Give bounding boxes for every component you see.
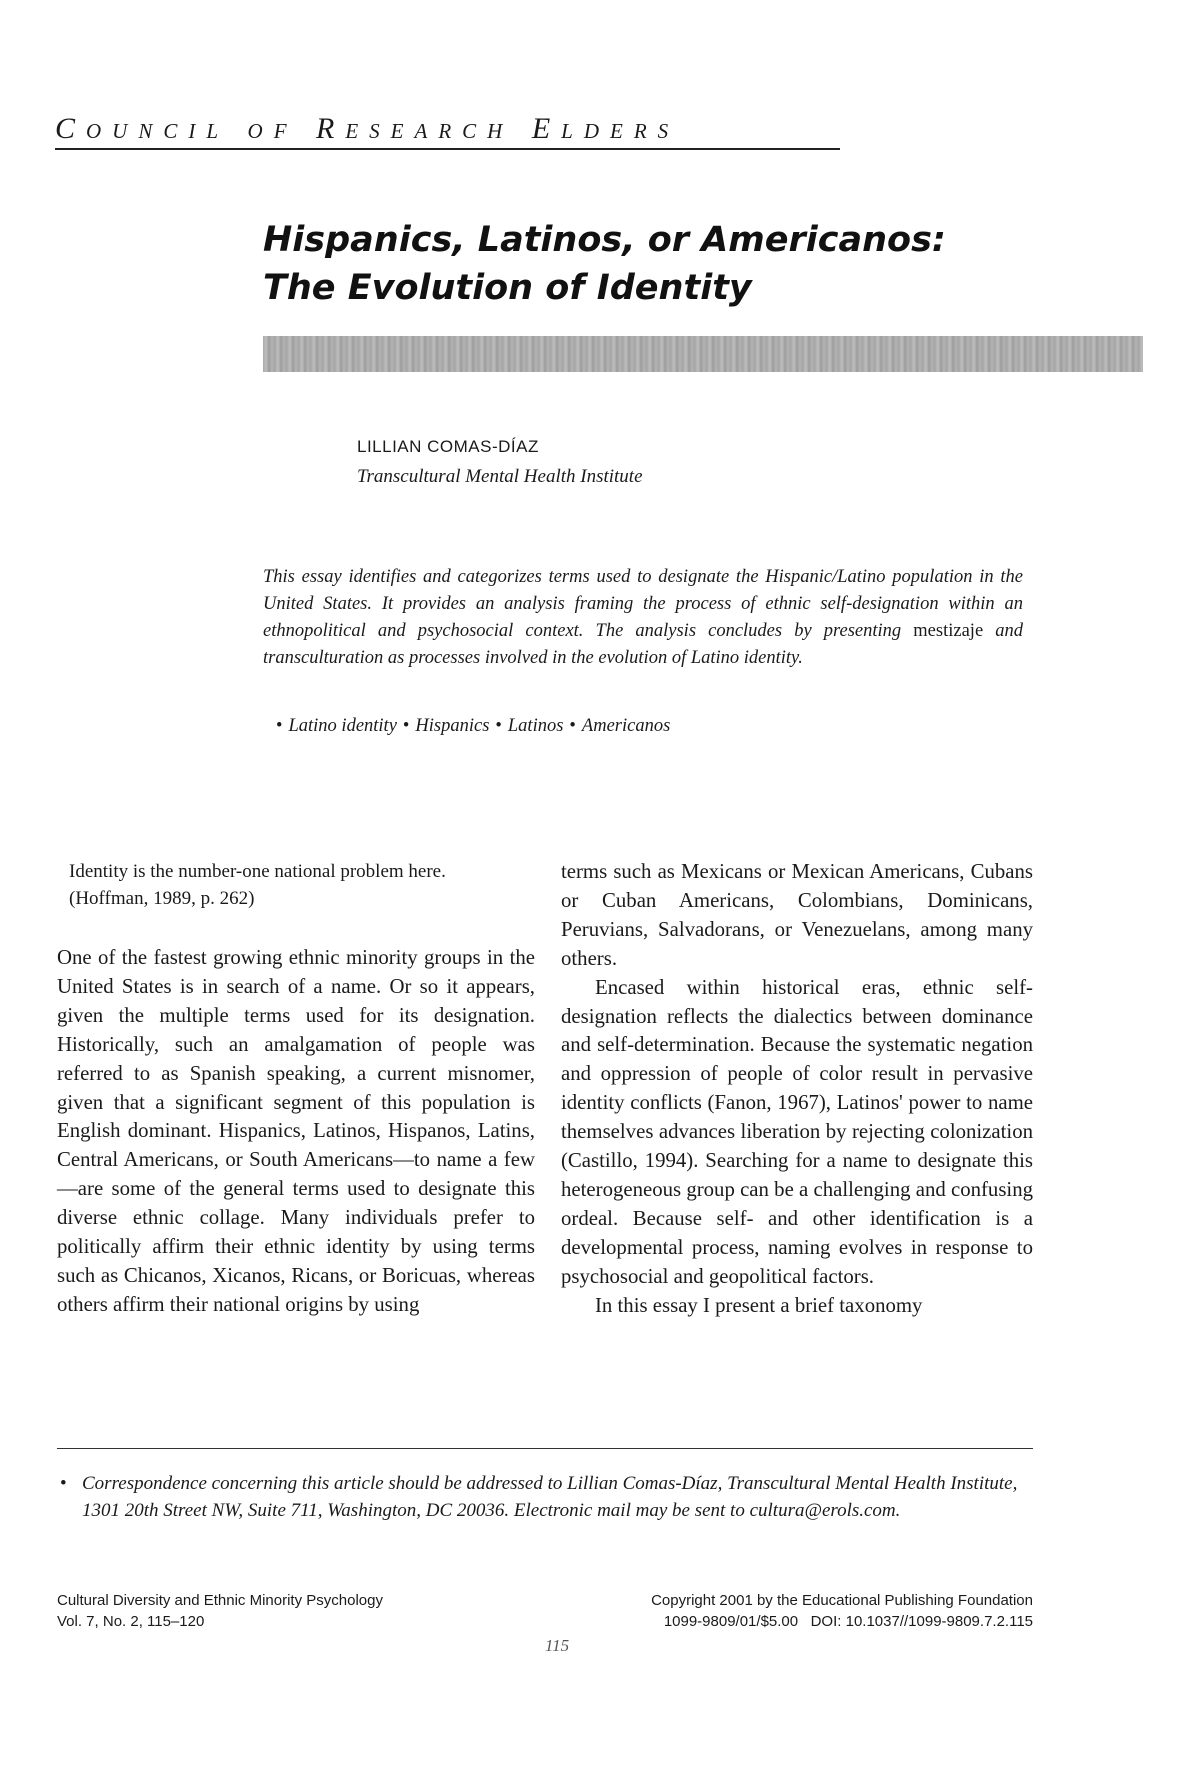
header-rule — [55, 148, 840, 150]
journal-name: Cultural Diversity and Ethnic Minority Psychology — [57, 1592, 383, 1609]
abstract-text-2: and transculturation as processes involved in the evolution of Latino identity. — [263, 621, 1024, 668]
author-name: LILLIAN COMAS-DÍAZ — [357, 437, 539, 456]
author-affiliation: Transcultural Mental Health Institute — [357, 466, 643, 487]
footnote-bullet: • — [60, 1473, 67, 1494]
keyword: Hispanics — [415, 716, 490, 736]
abstract — [263, 564, 1023, 672]
keywords — [270, 716, 1030, 737]
page-number: 115 — [544, 1636, 570, 1655]
body-column-right — [561, 858, 1033, 1321]
keyword: Americanos — [581, 716, 671, 736]
body-column-left — [57, 944, 535, 1320]
journal-info — [57, 1590, 383, 1632]
copyright-line: Copyright 2001 by the Educational Publishing Foundation — [651, 1592, 1033, 1609]
journal-volume: Vol. 7, No. 2, 115–120 — [57, 1613, 205, 1630]
keyword-bullet: • — [495, 716, 502, 736]
keyword-bullet: • — [569, 716, 576, 736]
copyright-info — [560, 1590, 1033, 1632]
article-title — [263, 216, 1143, 312]
series-header: Council of Research Elders — [55, 112, 680, 145]
footnote-text: Correspondence concerning this article should be addressed to Lillian Comas-Díaz, Transcultural Mental Health Institute, 1301 20th Street NW, Suite 711, Washington, DC 20036. Electronic mail may be sent to cultura@erols.com. — [82, 1473, 1018, 1521]
title-line-2: The Evolution of Identity — [263, 268, 752, 308]
title-line-1: Hispanics, Latinos, or Americanos: — [263, 220, 946, 260]
keyword-bullet: • — [276, 716, 283, 736]
body-paragraph: terms such as Mexicans or Mexican Americans, Cubans or Cuban Americans, Colombians, Dominicans, Peruvians, Salvadorans, or Venezuelans, among many others. — [561, 860, 1033, 970]
footnote-rule — [57, 1448, 1033, 1449]
abstract-term: mestizaje — [913, 621, 984, 641]
abstract-text-1: This essay identifies and categorizes terms used to designate the Hispanic/Latino population in the United States. It provides an analysis framing the process of ethnic self-designation within an ethnopolitical and psychosocial context. The analysis concludes by presenting — [263, 567, 1023, 641]
keyword: Latinos — [507, 716, 564, 736]
doi-line: 1099-9809/01/$5.00 DOI: 10.1037//1099-9809.7.2.115 — [663, 1613, 1033, 1630]
keyword: Latino identity — [288, 716, 397, 736]
keyword-bullet: • — [402, 716, 410, 736]
epigraph-quote: Identity is the number-one national problem here. — [69, 861, 446, 882]
body-paragraph: Encased within historical eras, ethnic self-designation reflects the dialectics between dominance and self-determination. Because the systematic negation and oppression of people of color result in pervasive identity conflicts (Fanon, 1967), Latinos' power to name themselves advances liberation by rejecting colonization (Castillo, 1994). Searching for a name to designate this heterogeneous group can be a challenging and confusing ordeal. Because self- and other identification is a developmental process, naming evolves in response to psychosocial and geopolitical factors. — [561, 975, 1033, 1288]
body-paragraph: One of the fastest growing ethnic minority groups in the United States is in search of a name. Or so it appears, given the multiple terms used for its designation. Historically, such an amalgamation of people was referred to as Spanish speaking, a current misnomer, given that a significant segment of this population is English dominant. Hispanics, Latinos, Hispanos, Latins, Central Americans, or South Americans—to name a few—are some of the general terms used to designate this diverse ethnic collage. Many individuals prefer to politically affirm their ethnic identity by using terms such as Chicanos, Xicanos, Ricans, or Boricuas, whereas others affirm their national origins by using — [57, 946, 535, 1316]
epigraph — [69, 858, 545, 912]
correspondence-footnote — [60, 1470, 1030, 1524]
body-paragraph: In this essay I present a brief taxonomy — [595, 1293, 923, 1317]
epigraph-citation: (Hoffman, 1989, p. 262) — [69, 888, 255, 909]
decorative-title-bar — [263, 336, 1143, 372]
